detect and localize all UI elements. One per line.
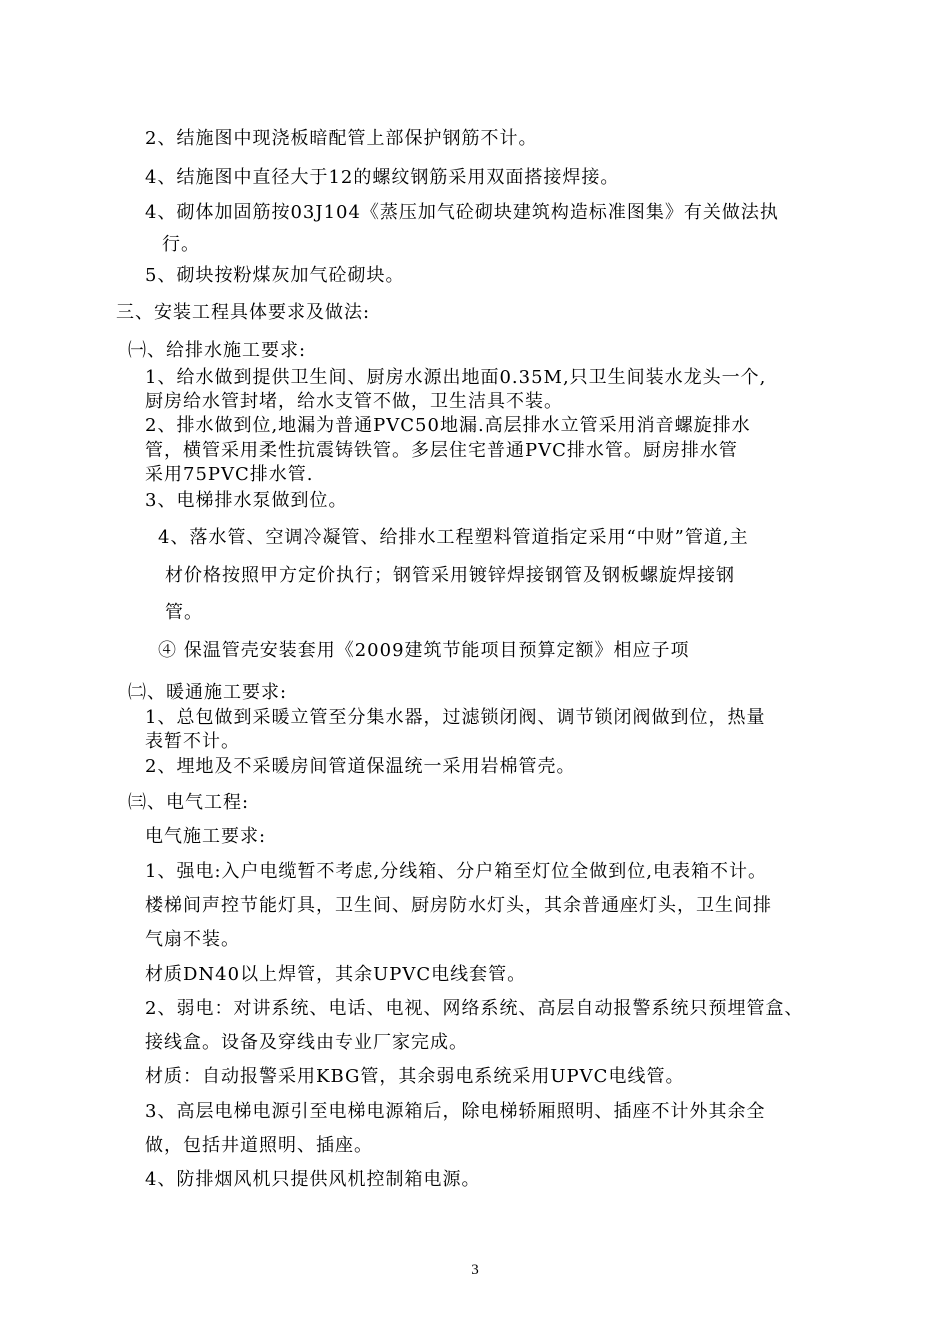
text-line: 楼梯间声控节能灯具，卫生间、厨房防水灯头，其余普通座灯头，卫生间排 (145, 895, 772, 916)
text-line: 厨房给水管封堵，给水支管不做，卫生洁具不装。 (145, 391, 563, 412)
text-line: 3、电梯排水泵做到位。 (145, 490, 348, 511)
text-line: 2、排水做到位,地漏为普通PVC50地漏.高层排水立管采用消音螺旋排水 (145, 415, 751, 436)
text-line: 做，包括井道照明、插座。 (145, 1135, 373, 1156)
subsection-heading: ㈠、给排水施工要求: (128, 340, 307, 361)
text-line: 2、埋地及不采暖房间管道保温统一采用岩棉管壳。 (145, 756, 576, 777)
text-line: 材价格按照甲方定价执行；钢管采用镀锌焊接钢管及钢板螺旋焊接钢 (165, 565, 735, 586)
text-line: 4、落水管、空调冷凝管、给排水工程塑料管道指定采用“中财”管道,主 (158, 527, 749, 548)
text-line: 4、防排烟风机只提供风机控制箱电源。 (145, 1169, 481, 1190)
text-line: 管，横管采用柔性抗震铸铁管。多层住宅普通PVC排水管。厨房排水管 (145, 440, 738, 461)
text-line: 采用75PVC排水管. (145, 464, 314, 485)
text-line: 接线盒。设备及穿线由专业厂家完成。 (145, 1032, 468, 1053)
text-line: 气扇不装。 (145, 929, 240, 950)
text-line: 材质：自动报警采用KBG管，其余弱电系统采用UPVC电线管。 (145, 1066, 685, 1087)
text-line: 材质DN40以上焊管，其余UPVC电线套管。 (145, 964, 527, 985)
text-line: ④ 保温管壳安装套用《2009建筑节能项目预算定额》相应子项 (158, 640, 690, 661)
text-line: 1、强电:入户电缆暂不考虑,分线箱、分户箱至灯位全做到位,电表箱不计。 (145, 861, 767, 882)
text-line: 表暂不计。 (145, 731, 240, 752)
text-line: 1、总包做到采暖立管至分集水器，过滤锁闭阀、调节锁闭阀做到位，热量 (145, 707, 766, 728)
text-line: 1、给水做到提供卫生间、厨房水源出地面0.35M,只卫生间装水龙头一个, (145, 367, 767, 388)
page-number: 3 (471, 1262, 479, 1278)
text-line: 3、高层电梯电源引至电梯电源箱后，除电梯轿厢照明、插座不计外其余全 (145, 1101, 766, 1122)
text-line: 2、结施图中现浇板暗配管上部保护钢筋不计。 (145, 128, 538, 149)
text-line: 电气施工要求: (145, 826, 267, 847)
text-line: 4、砌体加固筋按03J104《蒸压加气砼砌块建筑构造标准图集》有关做法执 (145, 202, 779, 223)
text-line: 行。 (162, 234, 200, 255)
subsection-heading: ㈢、电气工程: (128, 792, 250, 813)
text-line: 管。 (165, 602, 203, 623)
text-line: 5、砌块按粉煤灰加气砼砌块。 (145, 265, 405, 286)
subsection-heading: ㈡、暖通施工要求: (128, 682, 288, 703)
text-line: 2、弱电：对讲系统、电话、电视、网络系统、高层自动报警系统只预埋管盒、 (145, 998, 804, 1019)
text-line: 4、结施图中直径大于12的螺纹钢筋采用双面搭接焊接。 (145, 167, 620, 188)
section-heading: 三、安装工程具体要求及做法: (116, 302, 371, 323)
